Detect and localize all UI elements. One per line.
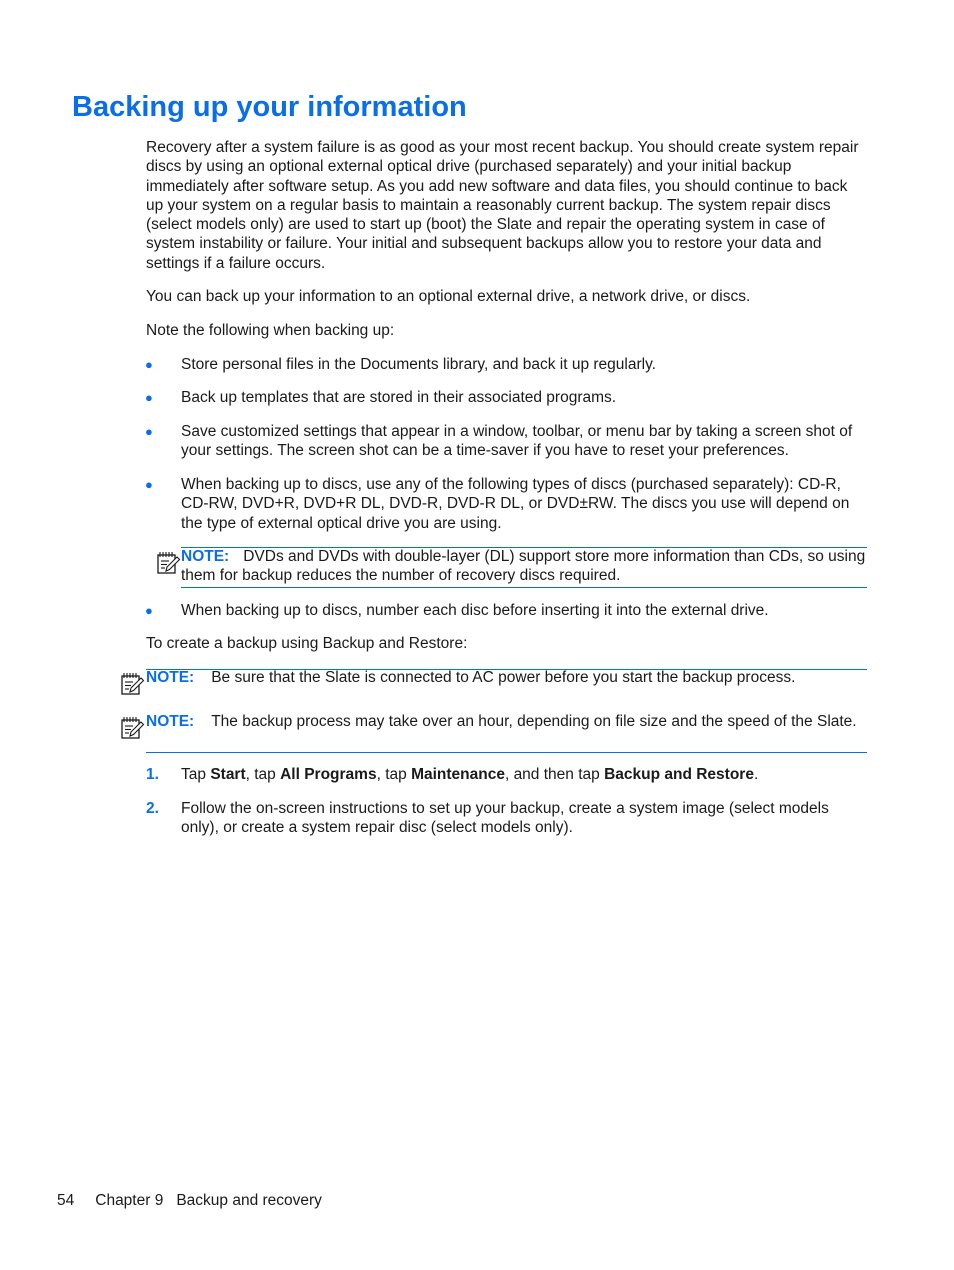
page-footer (57, 1191, 322, 1210)
note-dvd (181, 547, 867, 586)
footer-chapter: Chapter 9 (95, 1192, 164, 1209)
bullet-item: Store personal files in the Documents library, and back it up regularly. (181, 356, 656, 373)
bullet-marker: ● (145, 390, 153, 405)
bullet-marker: ● (145, 477, 153, 492)
footer-chapter-title: Backup and recovery (176, 1192, 322, 1209)
bullet-item: Save customized settings that appear in a window, toolbar, or menu bar by taking a screen shot of your settings. The screen shot can be a time-saver if you have to reset your preferences. (181, 423, 853, 460)
note-pad-icon (119, 671, 145, 697)
note-label: NOTE: (146, 713, 195, 730)
step-text-fragment: , and then tap (504, 766, 605, 783)
note-text: DVDs and DVDs with double-layer (DL) support store more information than CDs, so using them for backup reduces the number of recovery discs required. (181, 548, 866, 585)
step-2-text: Follow the on-screen instructions to set up your backup, create a system image (select models only), or create a system repair disc (select models only). (181, 800, 829, 837)
bullet-item: When backing up to discs, use any of the following types of discs (purchased separately): CD-R, CD-RW, DVD+R, DVD+R DL, DVD-R, DVD-R DL, or DVD±RW. The discs you use will depend on the type of external optical drive you are using. (181, 476, 850, 532)
note-label: NOTE: (146, 669, 195, 686)
step-1-text (181, 765, 871, 784)
step-text-fragment: . (753, 766, 759, 783)
step-number: 2. (146, 800, 159, 817)
bullet-item: Back up templates that are stored in their associated programs. (181, 389, 617, 406)
note-bottom-rule (181, 587, 867, 588)
bullet-marker: ● (145, 603, 153, 618)
step-text-fragment: , tap (245, 766, 281, 783)
ui-term-all-programs: All Programs (280, 766, 377, 783)
options-paragraph: You can back up your information to an optional external drive, a network drive, or discs. (146, 288, 751, 305)
page-number: 54 (57, 1192, 75, 1209)
step-text-fragment: Tap (181, 766, 211, 783)
bullet-item: When backing up to discs, number each disc before inserting it into the external drive. (181, 602, 769, 619)
procedure-intro: To create a backup using Backup and Restore: (146, 635, 468, 652)
ui-term-backup-and-restore: Backup and Restore (604, 766, 754, 783)
intro-paragraph: Recovery after a system failure is as good as your most recent backup. You should create system repair discs by using an optional external optical drive (purchased separately) and your initial backup immediately after software setup. As you add new software and data files, you should continue to back up your system on a regular basis to maintain a reasonably current backup. The system repair discs (select models only) are used to start up (boot) the Slate and repair the operating system in case of system instability or failure. Your initial and subsequent backups allow you to restore your data and settings if a failure occurs. (146, 139, 859, 272)
step-number: 1. (146, 766, 159, 783)
step-text-fragment: , tap (376, 766, 412, 783)
note-following-paragraph: Note the following when backing up: (146, 322, 395, 339)
ui-term-maintenance: Maintenance (411, 766, 505, 783)
note-text: Be sure that the Slate is connected to AC power before you start the backup process. (211, 669, 796, 686)
note-ac-power (146, 668, 867, 687)
note-pad-icon (155, 550, 181, 576)
note-backup-duration (146, 712, 867, 731)
note-bottom-rule (146, 752, 867, 753)
ui-term-start: Start (210, 766, 246, 783)
note-text: The backup process may take over an hour, depending on file size and the speed of the Slate. (211, 713, 857, 730)
page-title: Backing up your information (72, 91, 467, 123)
note-label: NOTE: (181, 548, 230, 565)
bullet-marker: ● (145, 357, 153, 372)
bullet-marker: ● (145, 424, 153, 439)
note-pad-icon (119, 715, 145, 741)
